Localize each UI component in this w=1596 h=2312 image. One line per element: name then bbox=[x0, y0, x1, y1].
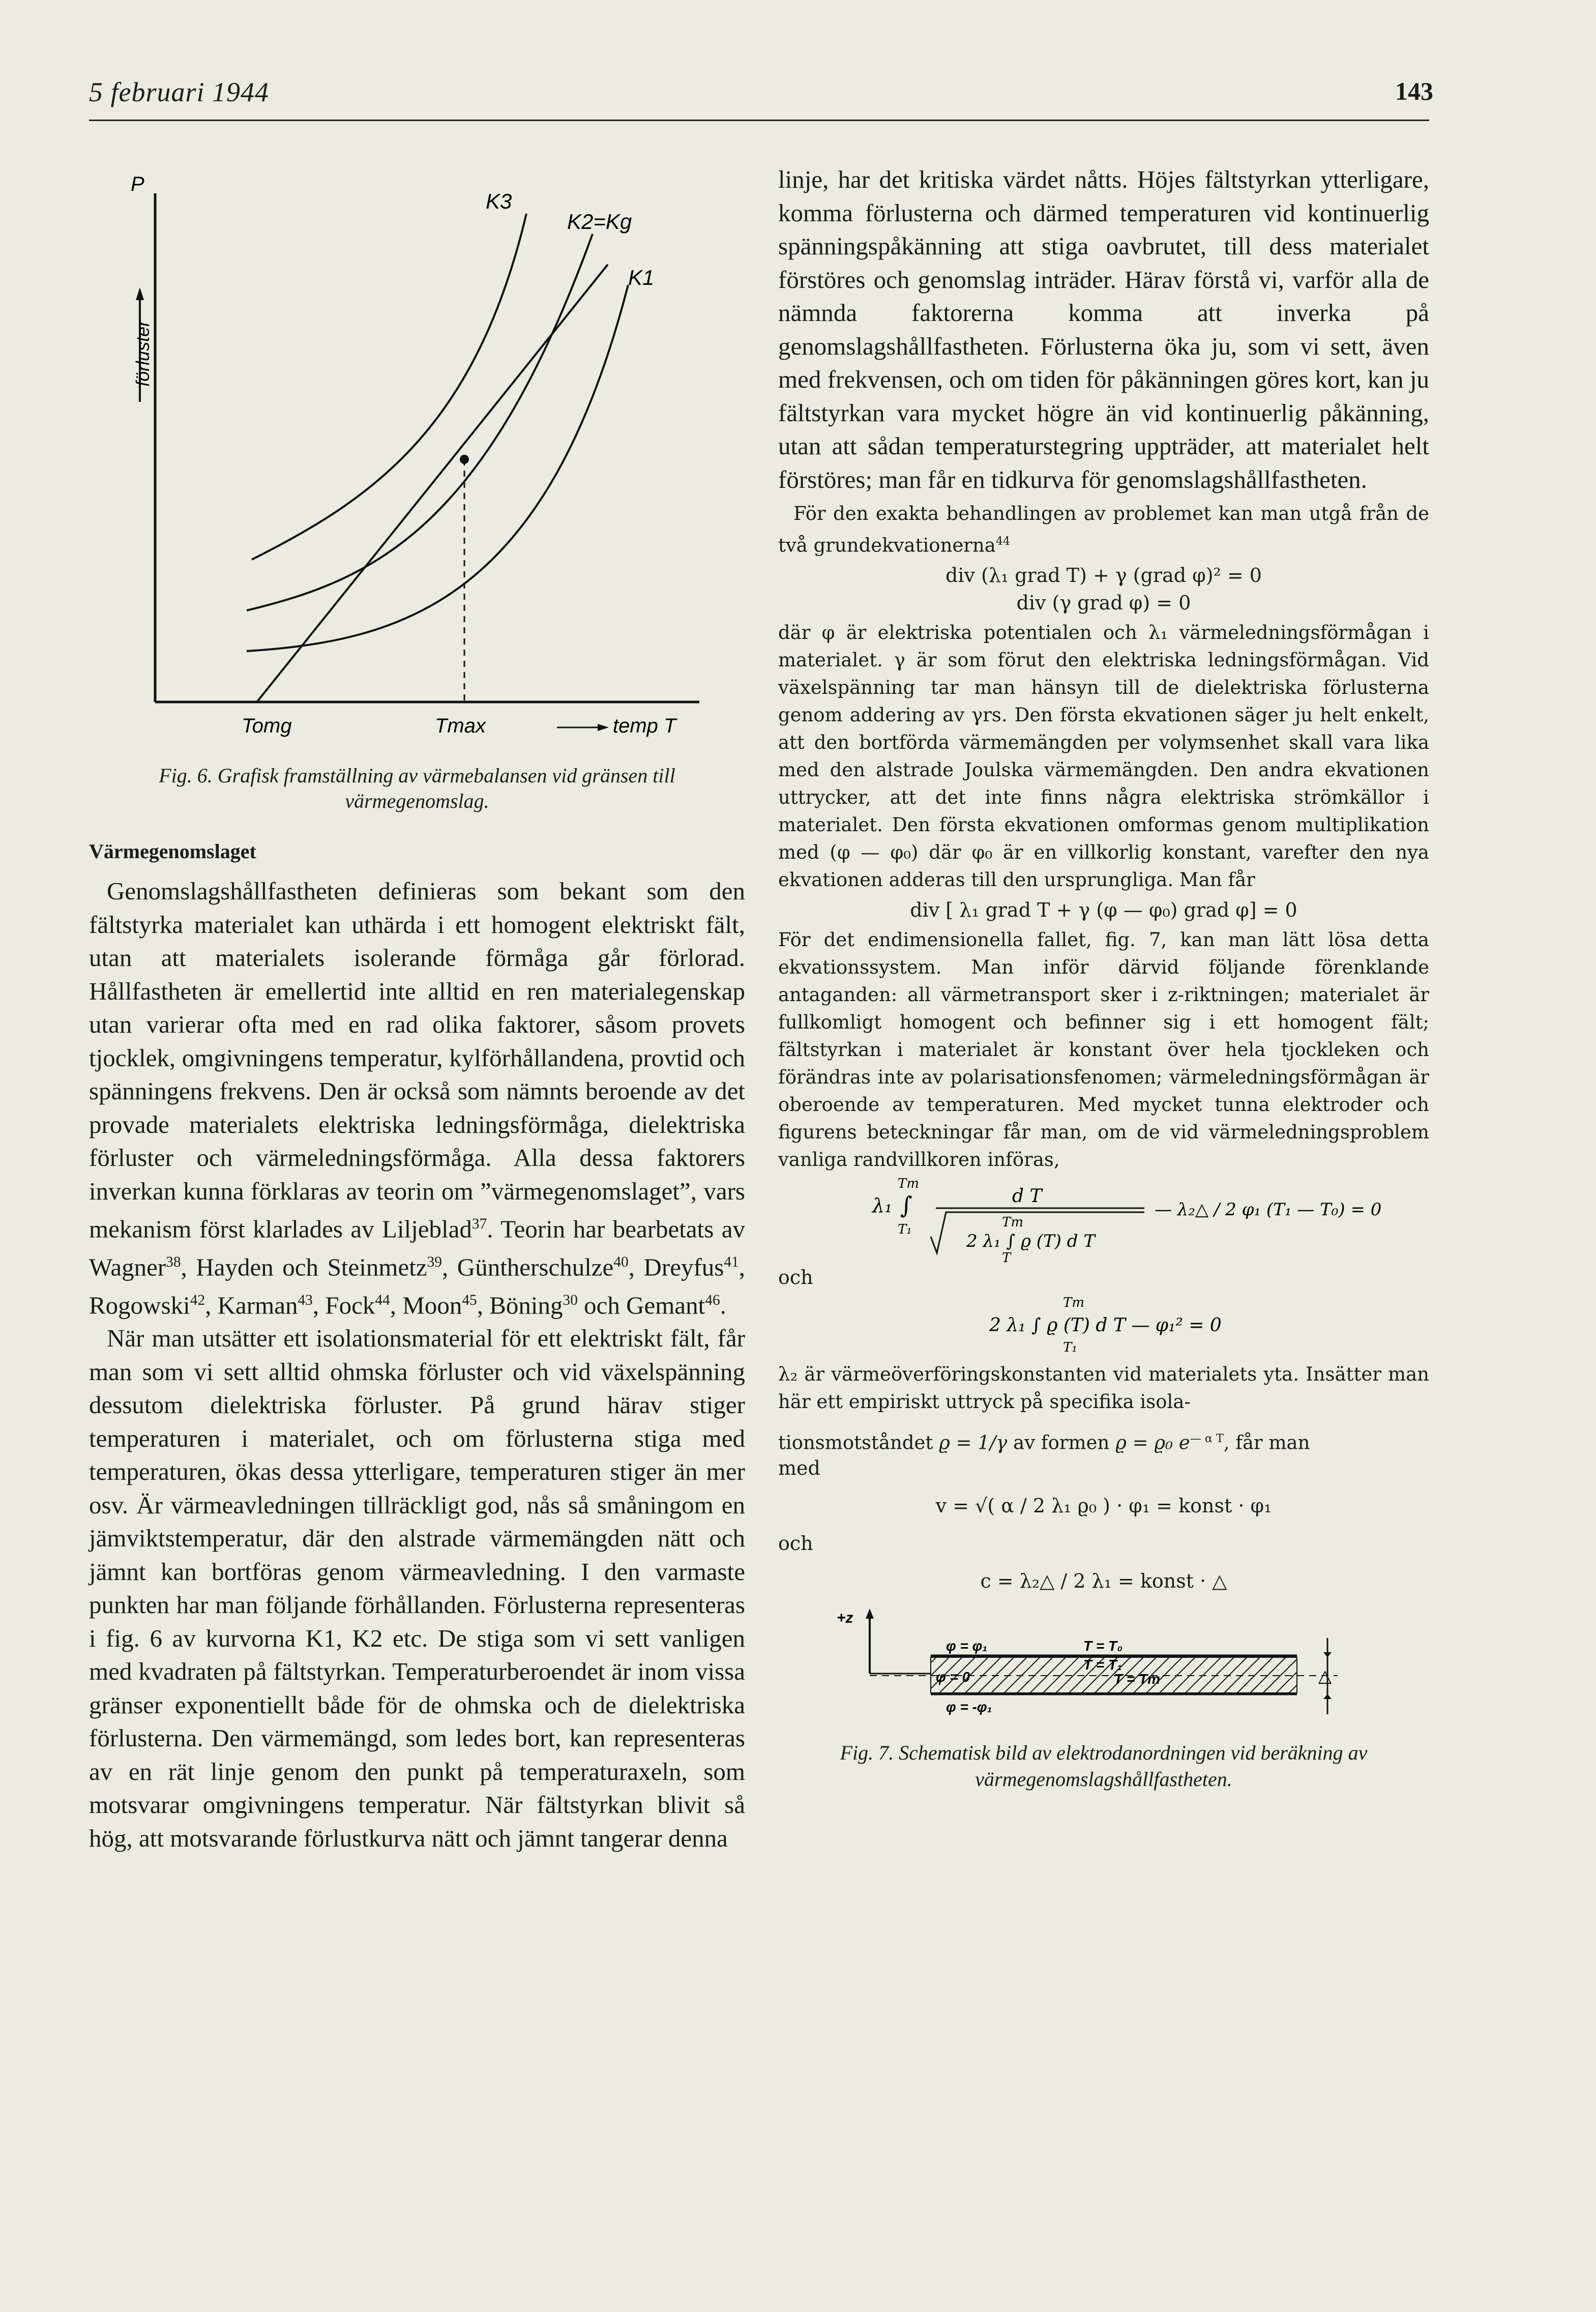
ref-gemant: 46 bbox=[705, 1292, 720, 1308]
p1-text-c: , Hayden och Steinmetz bbox=[181, 1253, 427, 1281]
equation-5-svg bbox=[778, 1292, 1429, 1358]
figure-6-caption: Fig. 6. Grafisk framställning av värmebalansen vid gränsen till värmegenomslag. bbox=[159, 764, 675, 812]
med: med bbox=[778, 1456, 820, 1479]
ref-karman: 43 bbox=[298, 1292, 313, 1308]
eq5-upper-limit: Tm bbox=[1063, 1295, 1084, 1311]
equation-4-svg bbox=[778, 1177, 1429, 1263]
label-forluster: förluster bbox=[132, 320, 153, 387]
thickness-arrow-bottom bbox=[1323, 1694, 1332, 1699]
p1-text-g: , Karman bbox=[205, 1291, 298, 1319]
left-paragraph-2: När man utsätter ett isolationsmaterial för ett elektriskt fält, får man som vi sett alltid ohmska förluster och vid växelspänning dessutom dielektriska förluster. På grund härav stiger temperaturen i materialet, och om förlusterna stiga med temperaturen, ökas dessa ytterligare, temperaturen stiger än mer osv. Är värmeavledningen tillräckligt god, nås så småningom en jämviktstemperatur, där den alstrade värmemängden nätt och jämnt kan bortföras genom värmeavledning. I den varmaste punkten har man följande förhållanden. Förlusterna representeras i fig. 6 av kurvorna K1, K2 etc. De stiga som vi sett vanligen med kvadraten på fältstyrkan. Temperaturberoendet är inom vissa gränser exponentiellt både för de ohmska och de dielektriska förlusterna. Den värmemängd, som ledes bort, kan representeras av en rät linje genom den punkt på temperaturaxeln, som motsvarar omgivningens temperatur. När fältstyrkan blivit så hög, att motsvarande förlustkurva nätt och jämnt tangerar denna bbox=[89, 1324, 745, 1852]
p6-text-b: av formen bbox=[1013, 1431, 1110, 1454]
label-t1: T = T₁ bbox=[1083, 1656, 1122, 1673]
p1-text-b: . Teorin har bearbetats av Wagner bbox=[89, 1215, 745, 1281]
ref-rogowski: 42 bbox=[190, 1292, 205, 1308]
header-date: 5 februari 1944 bbox=[89, 77, 270, 107]
curve-k3 bbox=[252, 214, 526, 560]
p6-text-c: , får man bbox=[1223, 1431, 1310, 1454]
label-k1: K1 bbox=[628, 266, 655, 289]
eq4-integral: ∫ bbox=[900, 1191, 912, 1219]
left-paragraph-1 bbox=[89, 874, 745, 1322]
label-t0: T = T₀ bbox=[1083, 1637, 1123, 1654]
eq4-denominator: 2 λ₁ ∫ ϱ (T) d T bbox=[966, 1231, 1096, 1252]
ref-dreyfus: 41 bbox=[724, 1253, 739, 1270]
right-paragraph-4: För det endimensionella fallet, fig. 7, kan man lätt lösa detta ekvationssystem. Man inför därvid följande förenklande antaganden: all värmetransport sker i z-riktningen; materialet är fullkomligt homogent och befinner sig i ett homogent fält; fältstyrkan i materialet är konstant över hela tjockleken och förändras inte av polarisationsfenomen; värmeledningsförmågan är oberoende av temperaturen. Med mycket tunna elektroder och figurens beteckningar får man, om de vid värmeledningsproblem vanliga randvillkoren införas, bbox=[778, 929, 1429, 1171]
heat-removal-line bbox=[257, 265, 608, 702]
label-phi1: φ = φ₁ bbox=[946, 1637, 988, 1654]
label-tmax: Tmax bbox=[435, 715, 486, 737]
equation-1: div (λ₁ grad T) + γ (grad φ)² = 0 bbox=[945, 564, 1262, 587]
label-tomg: Tomg bbox=[242, 715, 292, 737]
figure-7-caption: Fig. 7. Schematisk bild av elektrodanordningen vid beräkning av värmegenomslagshållfastheten. bbox=[840, 1741, 1368, 1791]
temp-arrowhead bbox=[598, 724, 609, 731]
page-number: 143 bbox=[1395, 77, 1433, 105]
thickness-arrow-top bbox=[1323, 1652, 1332, 1657]
z-arrowhead bbox=[866, 1608, 874, 1619]
p1-text-k: och Gemant bbox=[577, 1291, 705, 1319]
right-paragraph-2 bbox=[778, 500, 1429, 559]
equation-3: div [ λ₁ grad T + γ (φ — φ₀) grad φ] = 0 bbox=[910, 899, 1297, 922]
p1-text-d: , Güntherschulze bbox=[441, 1253, 614, 1281]
label-delta: △ bbox=[1318, 1665, 1332, 1686]
p1-text-i: , Moon bbox=[390, 1291, 462, 1319]
curve-k1 bbox=[247, 285, 628, 651]
equation-4 bbox=[778, 1177, 1429, 1263]
p6-rho: ϱ = 1/γ bbox=[939, 1431, 1008, 1454]
ref-boning: 30 bbox=[563, 1292, 578, 1308]
och-1: och bbox=[778, 1266, 813, 1289]
left-column bbox=[89, 839, 745, 1855]
p1-text-end: . bbox=[720, 1291, 726, 1319]
p6-exponent: — α T bbox=[1190, 1432, 1224, 1446]
eq4-upper-limit: Tm bbox=[898, 1177, 919, 1192]
p6-form: ϱ = ϱ₀ e bbox=[1115, 1431, 1190, 1454]
label-k3: K3 bbox=[486, 189, 512, 213]
label-temp: temp T bbox=[613, 715, 676, 737]
label-phim: φ = -φ₁ bbox=[946, 1699, 992, 1715]
ref-moon: 45 bbox=[462, 1292, 477, 1308]
forluster-arrowhead bbox=[136, 287, 144, 300]
section-title: Värmegenomslaget bbox=[89, 840, 256, 863]
p2-text: För den exakta behandlingen av problemet kan man utgå från de två grundekvationerna bbox=[778, 503, 1429, 557]
figure-6-graph bbox=[89, 163, 745, 763]
ref-fock: 44 bbox=[375, 1292, 390, 1308]
label-k2kg: K2=Kg bbox=[567, 210, 632, 233]
eq4-lower-limit: T₁ bbox=[898, 1222, 912, 1238]
equation-7: c = λ₂△ / 2 λ₁ = konst · △ bbox=[980, 1569, 1227, 1592]
label-p: P bbox=[131, 173, 144, 195]
curve-k2 bbox=[247, 234, 593, 610]
right-column bbox=[778, 163, 1429, 1793]
eq4-numerator: d T bbox=[1012, 1186, 1042, 1207]
eq4-inner-upper: Tm bbox=[1002, 1215, 1023, 1231]
ref-44: 44 bbox=[995, 535, 1011, 548]
label-phi0: φ = 0 bbox=[936, 1669, 970, 1685]
right-paragraph-3: där φ är elektriska potentialen och λ₁ värmeledningsförmågan i materialet. γ är som förut den elektriska ledningsförmågan. Vid växelspänning tar man hänsyn till de dielektriska förlusterna genom addering av γrs. Den första ekvationen säger ju helt enkelt, att den bortförda värmemängden per volymsenhet skall vara lika med den alstrade Joulska värmemängden. Den andra ekvationen uttrycker, att det inte finns några elektriska strömkällor i materialet. Den första ekvationen omformas genom multiplikation med (φ — φ₀) där φ₀ är en villkorlig konstant, varefter den nya ekvationen adderas till den ursprungliga. Man får bbox=[778, 622, 1429, 891]
ref-liljeblad: 37 bbox=[471, 1216, 487, 1232]
eq4-inner-lower: T bbox=[1002, 1250, 1011, 1264]
ref-guntherschulze: 40 bbox=[613, 1253, 629, 1270]
eq4-right-side: — λ₂△ / 2 φ₁ (T₁ — T₀) = 0 bbox=[1155, 1199, 1382, 1220]
right-paragraph-5: λ₂ är värmeöverföringskonstanten vid materialets yta. Insätter man här ett empiriskt uttryck på specifika isola- bbox=[778, 1363, 1429, 1413]
figure-7-svg bbox=[778, 1607, 1429, 1730]
equation-5 bbox=[778, 1292, 1429, 1358]
eq5-body: 2 λ₁ ∫ ϱ (T) d T — φ₁² = 0 bbox=[989, 1315, 1222, 1336]
p1-text-f: , Rogowski bbox=[89, 1253, 746, 1319]
p1-text-j: , Böning bbox=[477, 1291, 563, 1319]
p1-text: Genomslagshållfastheten definieras som bekant som den fältstyrka materialet kan uthärda i ett homogent elektriskt fält, utan att materialets isolerande förmåga går förlorad. Hållfastheten är emellertid inte alltid en ren materialegenskap utan varierar ofta med en rad olika faktorer, såsom provets tjocklek, omgivningens temperatur, kylförhållandena, provtid och spänningens frekvens. Den är också som nämnts beroende av det provade materialets elektriska ledningsförmåga, dielektriska förluster och värmeledningsförmåga. Alla dessa faktorers inverkan kunna förklaras av teorin om ”värmegenomslaget”, vars mekanism först klarlades av Liljeblad bbox=[89, 877, 745, 1243]
p6-text-a: tionsmotståndet bbox=[778, 1431, 933, 1454]
ref-wagner: 38 bbox=[166, 1253, 181, 1270]
figure-7 bbox=[778, 1607, 1429, 1730]
label-tm: T = Tm bbox=[1114, 1671, 1161, 1687]
header-rule bbox=[89, 120, 1429, 121]
right-paragraph-6 bbox=[778, 1425, 1429, 1456]
equation-6: v = √( α / 2 λ₁ ϱ₀ ) · φ₁ = konst · φ₁ bbox=[935, 1494, 1272, 1517]
och-2: och bbox=[778, 1532, 813, 1555]
eq4-lambda: λ₁ bbox=[872, 1194, 893, 1217]
eq5-lower-limit: T₁ bbox=[1063, 1340, 1077, 1356]
p1-text-e: , Dreyfus bbox=[628, 1253, 724, 1281]
figure-6 bbox=[89, 163, 745, 819]
right-paragraph-1: linje, har det kritiska värdet nåtts. Höjes fältstyrkan ytterligare, komma förlusterna och därmed temperaturen vid kontinuerlig spänningspåkänning att stiga oavbrutet, till dess materialet förstöres och genomslag inträder. Härav förstå vi, varför alla de nämnda faktorerna komma att inverka på genomslagshållfastheten. Förlusterna öka ju, som vi sett, även med frekvensen, och om tiden för påkänningen göres kort, kan ju fältstyrkan vara mycket högre än vid kontinuerlig påkänning, utan att sådan temperaturstegring uppträder, att materialet helt förstöres; man får en tidkurva för genomslagshållfastheten. bbox=[778, 165, 1429, 493]
p1-text-h: , Fock bbox=[312, 1291, 375, 1319]
equation-2: div (γ grad φ) = 0 bbox=[1016, 592, 1191, 614]
label-z: +z bbox=[837, 1609, 853, 1626]
ref-steinmetz: 39 bbox=[427, 1253, 442, 1270]
